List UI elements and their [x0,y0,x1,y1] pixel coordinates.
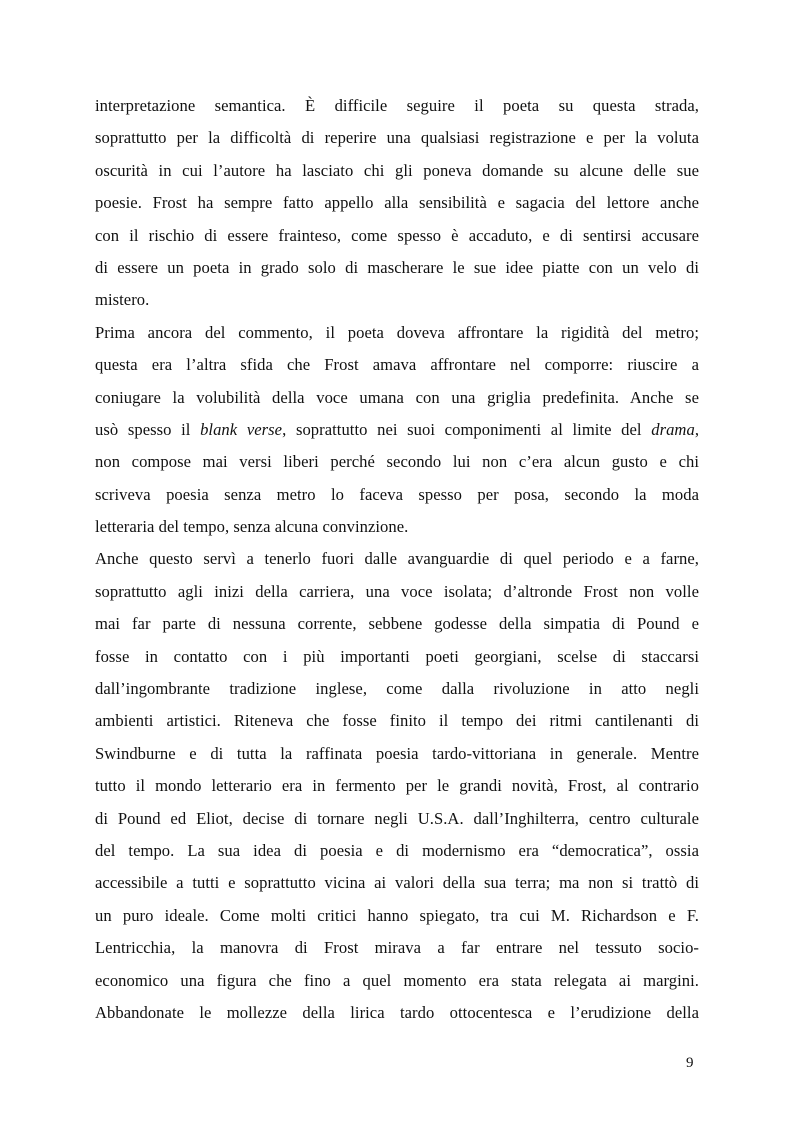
text-line: Anche questo servì a tenerlo fuori dalle avanguardie di quel periodo e a farne, [95,549,699,569]
text-line: letteraria del tempo, senza alcuna convinzione. [95,517,409,537]
body-text [95,90,699,1029]
text-line: accessibile a tutti e soprattutto vicina ai valori della sua terra; ma non si trattò di [95,873,699,893]
text-line: di Pound ed Eliot, decise di tornare negli U.S.A. dall’Inghilterra, centro culturale [95,808,699,828]
text-line: soprattutto agli inizi della carriera, una voce isolata; d’altronde Frost non volle [95,581,699,601]
text-line: questa era l’altra sfida che Frost amava affrontare nel comporre: riuscire a [95,355,699,375]
text-line: Swindburne e di tutta la raffinata poesia tardo-vittoriana in generale. Mentre [95,743,699,763]
text-line: Prima ancora del commento, il poeta doveva affrontare la rigidità del metro; [95,322,699,342]
paragraph [95,90,699,317]
text-line: oscurità in cui l’autore ha lasciato chi gli poneva domande su alcune delle sue [95,160,699,180]
page-number: 9 [686,1055,694,1071]
italic-term: blank verse [200,419,283,439]
text-run: , [694,419,700,439]
text-line: dall’ingombrante tradizione inglese, come dalla rivoluzione in atto negli [95,679,699,699]
text-line [95,414,699,446]
text-line: ambienti artistici. Riteneva che fosse finito il tempo dei ritmi cantilenanti di [95,711,699,731]
text-line: Abbandonate le mollezze della lirica tardo ottocentesca e l’erudizione della [95,1002,699,1022]
text-line: mistero. [95,290,150,310]
paragraph [95,543,699,1029]
text-line: economico una figura che fino a quel momento era stata relegata ai margini. [95,970,699,990]
text-line: fosse in contatto con i più importanti poeti georgiani, scelse di staccarsi [95,646,699,666]
text-line: Lentricchia, la manovra di Frost mirava a far entrare nel tessuto socio- [95,938,699,958]
text-line: non compose mai versi liberi perché secondo lui non c’era alcun gusto e chi [95,452,699,472]
italic-term: drama [651,419,695,439]
paragraph [95,317,699,544]
text-line: interpretazione semantica. È difficile seguire il poeta su questa strada, [95,96,699,115]
text-line: tutto il mondo letterario era in fermento per le grandi novità, Frost, al contrario [95,776,699,796]
text-run: , soprattutto nei suoi componimenti al limite del [282,419,652,439]
text-line: mai far parte di nessuna corrente, sebbene godesse della simpatia di Pound e [95,614,699,634]
text-line: coniugare la volubilità della voce umana con una griglia predefinita. Anche se [95,387,699,407]
text-line: scriveva poesia senza metro lo faceva spesso per posa, secondo la moda [95,484,699,504]
text-run: usò spesso il [95,419,201,439]
text-line: del tempo. La sua idea di poesia e di modernismo era “democratica”, ossia [95,840,699,860]
text-line: di essere un poeta in grado solo di mascherare le sue idee piatte con un velo di [95,257,699,277]
text-line: con il rischio di essere frainteso, come spesso è accaduto, e di sentirsi accusare [95,225,699,245]
text-line: soprattutto per la difficoltà di reperire una qualsiasi registrazione e per la voluta [95,128,699,148]
text-line: poesie. Frost ha sempre fatto appello alla sensibilità e sagacia del lettore anche [95,193,699,213]
text-line: un puro ideale. Come molti critici hanno spiegato, tra cui M. Richardson e F. [95,905,699,925]
